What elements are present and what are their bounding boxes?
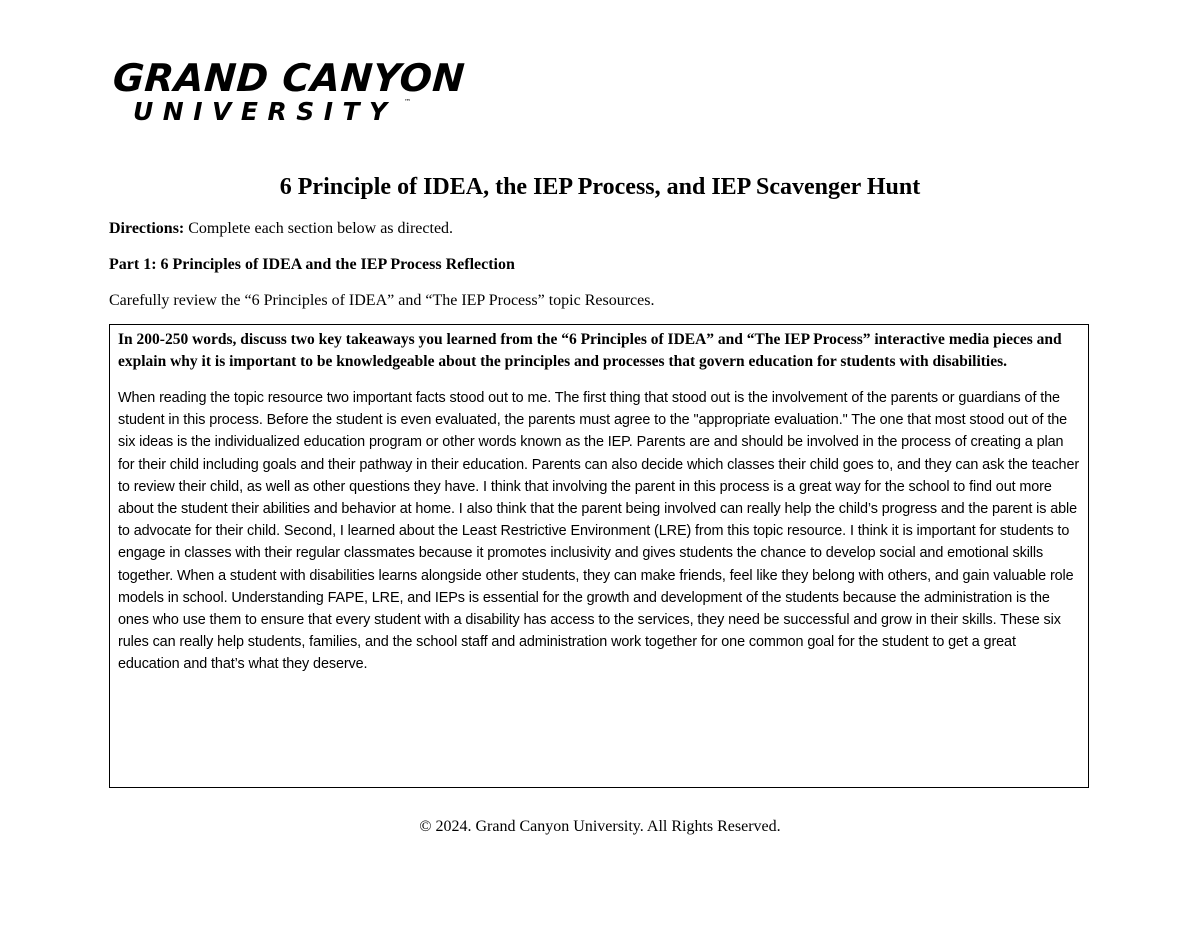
response-prompt: In 200-250 words, discuss two key takeaways you learned from the “6 Principles of IDEA” and “The IEP Process” interactive media pieces and explain why it is important to be knowledgeable about the principles and processes that govern education for students with disabilities.	[118, 331, 1062, 370]
response-answer: When reading the topic resource two important facts stood out to me. The first thing that stood out is the involvement of the parents or guardians of the student in this process. Before the student is even evaluated, the parents must agree to the "appropriate evaluation." The one that most stood out of the six ideas is the individualized education program or other words known as the IEP. Parents are and should be involved in the process of creating a plan for their child including goals and their pathway in their education. Parents can also decide which classes their child goes to, and they can ask the teacher to review their child, as well as other questions they have. I think that involving the parent in this process is a great way for the school to find out more about the student their abilities and behavior at home. I also think that the parent being involved can really help the child’s progress and the parent is able to advocate for their child. Second, I learned about the Least Restrictive Environment (LRE) from this topic resource. I think it is important for students to engage in classes with their regular classmates because it promotes inclusivity and gives students the chance to develop social and emotional skills together. When a student with disabilities learns alongside other students, they can make friends, feel like they belong with others, and gain valuable role models in school. Understanding FAPE, LRE, and IEPs is essential for the growth and development of the students because the administration is the ones who use them to ensure that every student with a disability has access to the services, they need be successful and grow in their skills. These six rules can really help students, families, and the school staff and administration work together for one common goal for the student to get a great education and that’s what they deserve.	[118, 390, 1080, 673]
university-logo	[111, 56, 467, 128]
logo-line-university: UNIVERSITY	[133, 97, 397, 126]
directions-label: Directions:	[109, 220, 185, 237]
directions-text: Complete each section below as directed.	[184, 220, 454, 237]
logo-line-grand-canyon: GRAND CANYON	[111, 56, 467, 100]
part1-instruction: Carefully review the “6 Principles of IDEA” and “The IEP Process” topic Resources.	[109, 292, 655, 309]
part1-heading: Part 1: 6 Principles of IDEA and the IEP Process Reflection	[109, 256, 515, 273]
directions	[109, 218, 453, 240]
document-title: 6 Principle of IDEA, the IEP Process, and IEP Scavenger Hunt	[279, 174, 921, 200]
copyright-footer: © 2024. Grand Canyon University. All Rights Reserved.	[419, 818, 781, 835]
logo-trademark: ™	[404, 98, 411, 106]
response-box	[109, 324, 1089, 788]
